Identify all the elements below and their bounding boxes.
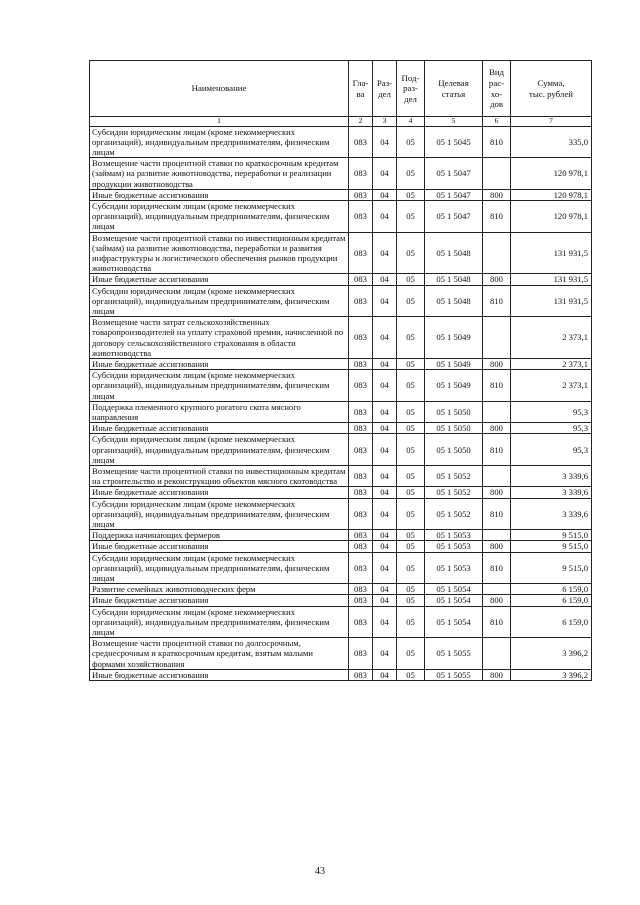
cell-razdel: 04	[373, 669, 397, 680]
cell-name: Субсидии юридическим лицам (кроме некоммерческих организаций), индивидуальным предпринимателям, физическим лицам	[90, 200, 349, 232]
cell-glava: 083	[349, 158, 373, 190]
cell-vid: 810	[483, 434, 511, 466]
table-row	[90, 530, 592, 541]
cell-podrazdel: 05	[397, 274, 425, 285]
cell-glava: 083	[349, 606, 373, 638]
cell-sum: 9 515,0	[511, 530, 592, 541]
cell-sum: 95,3	[511, 423, 592, 434]
cell-vid	[483, 638, 511, 670]
cell-name: Субсидии юридическим лицам (кроме некоммерческих организаций), индивидуальным предпринимателям, физическим лицам	[90, 498, 349, 530]
cell-vid	[483, 530, 511, 541]
cell-razdel: 04	[373, 638, 397, 670]
cell-name: Иные бюджетные ассигнования	[90, 358, 349, 369]
cell-target: 05 1 5052	[425, 498, 483, 530]
cell-podrazdel: 05	[397, 541, 425, 552]
cell-vid: 800	[483, 423, 511, 434]
cell-vid: 810	[483, 200, 511, 232]
cell-glava: 083	[349, 530, 373, 541]
cell-podrazdel: 05	[397, 552, 425, 584]
cell-razdel: 04	[373, 158, 397, 190]
cell-target: 05 1 5054	[425, 595, 483, 606]
cell-razdel: 04	[373, 126, 397, 158]
cell-target: 05 1 5050	[425, 434, 483, 466]
cell-name: Возмещение части процентной ставки по краткосрочным кредитам (займам) на развитие животноводства, переработки и реализации продукции животноводства	[90, 158, 349, 190]
cell-sum: 6 159,0	[511, 606, 592, 638]
cell-name: Субсидии юридическим лицам (кроме некоммерческих организаций), индивидуальным предпринимателям, физическим лицам	[90, 285, 349, 317]
cell-vid: 800	[483, 189, 511, 200]
table-row	[90, 285, 592, 317]
table-row	[90, 498, 592, 530]
cell-vid: 800	[483, 274, 511, 285]
cell-target: 05 1 5053	[425, 541, 483, 552]
cell-vid	[483, 401, 511, 422]
cell-glava: 083	[349, 317, 373, 359]
cell-sum: 120 978,1	[511, 200, 592, 232]
cell-target: 05 1 5049	[425, 370, 483, 402]
cell-name: Иные бюджетные ассигнования	[90, 541, 349, 552]
cell-sum: 120 978,1	[511, 189, 592, 200]
cell-name: Возмещение части затрат сельскохозяйственных товаропроизводителей на уплату страховой премии, начисленной по договору сельскохозяйственного страхования в области животноводства	[90, 317, 349, 359]
cell-razdel: 04	[373, 401, 397, 422]
cell-razdel: 04	[373, 584, 397, 595]
cell-razdel: 04	[373, 487, 397, 498]
cell-razdel: 04	[373, 606, 397, 638]
cell-podrazdel: 05	[397, 466, 425, 487]
cell-name: Возмещение части процентной ставки по инвестиционным кредитам (займам) на развитие животноводства, переработки и развития инфраструктуры и логистического обеспечения рынков продукции животноводства	[90, 232, 349, 274]
table-row	[90, 158, 592, 190]
cell-podrazdel: 05	[397, 158, 425, 190]
table-row	[90, 541, 592, 552]
cell-podrazdel: 05	[397, 200, 425, 232]
cell-sum: 3 339,6	[511, 498, 592, 530]
column-number: 2	[349, 117, 373, 127]
cell-sum: 6 159,0	[511, 584, 592, 595]
cell-name: Иные бюджетные ассигнования	[90, 595, 349, 606]
cell-sum: 3 396,2	[511, 669, 592, 680]
header-razdel: Раз- дел	[373, 61, 397, 117]
cell-target: 05 1 5048	[425, 285, 483, 317]
cell-podrazdel: 05	[397, 126, 425, 158]
cell-name: Развитие семейных животноводческих ферм	[90, 584, 349, 595]
cell-target: 05 1 5053	[425, 530, 483, 541]
cell-glava: 083	[349, 595, 373, 606]
table-row	[90, 669, 592, 680]
cell-target: 05 1 5055	[425, 669, 483, 680]
column-number: 6	[483, 117, 511, 127]
cell-glava: 083	[349, 669, 373, 680]
cell-sum: 9 515,0	[511, 541, 592, 552]
table-row	[90, 358, 592, 369]
cell-podrazdel: 05	[397, 498, 425, 530]
cell-podrazdel: 05	[397, 317, 425, 359]
cell-target: 05 1 5052	[425, 466, 483, 487]
cell-razdel: 04	[373, 466, 397, 487]
column-number-row	[90, 117, 592, 127]
cell-podrazdel: 05	[397, 487, 425, 498]
cell-name: Возмещение части процентной ставки по долгосрочным, среднесрочным и краткосрочным кредитам, взятым малыми формами хозяйствования	[90, 638, 349, 670]
cell-razdel: 04	[373, 423, 397, 434]
cell-target: 05 1 5045	[425, 126, 483, 158]
cell-sum: 131 931,5	[511, 232, 592, 274]
cell-podrazdel: 05	[397, 232, 425, 274]
cell-sum: 131 931,5	[511, 285, 592, 317]
cell-razdel: 04	[373, 434, 397, 466]
cell-name: Иные бюджетные ассигнования	[90, 189, 349, 200]
cell-name: Иные бюджетные ассигнования	[90, 423, 349, 434]
cell-target: 05 1 5047	[425, 189, 483, 200]
cell-target: 05 1 5049	[425, 317, 483, 359]
table-row	[90, 274, 592, 285]
column-number: 7	[511, 117, 592, 127]
cell-podrazdel: 05	[397, 638, 425, 670]
table-body	[90, 126, 592, 681]
cell-razdel: 04	[373, 285, 397, 317]
cell-name: Иные бюджетные ассигнования	[90, 274, 349, 285]
cell-vid	[483, 317, 511, 359]
cell-name: Субсидии юридическим лицам (кроме некоммерческих организаций), индивидуальным предпринимателям, физическим лицам	[90, 126, 349, 158]
cell-razdel: 04	[373, 370, 397, 402]
table-row	[90, 584, 592, 595]
cell-vid: 800	[483, 669, 511, 680]
cell-sum: 3 396,2	[511, 638, 592, 670]
cell-sum: 120 978,1	[511, 158, 592, 190]
table-row	[90, 466, 592, 487]
cell-glava: 083	[349, 466, 373, 487]
cell-razdel: 04	[373, 552, 397, 584]
cell-target: 05 1 5053	[425, 552, 483, 584]
cell-glava: 083	[349, 189, 373, 200]
cell-glava: 083	[349, 401, 373, 422]
cell-target: 05 1 5052	[425, 487, 483, 498]
cell-razdel: 04	[373, 317, 397, 359]
cell-target: 05 1 5048	[425, 274, 483, 285]
cell-sum: 2 373,1	[511, 317, 592, 359]
cell-razdel: 04	[373, 541, 397, 552]
cell-vid	[483, 584, 511, 595]
cell-sum: 95,3	[511, 434, 592, 466]
cell-razdel: 04	[373, 530, 397, 541]
cell-glava: 083	[349, 638, 373, 670]
cell-podrazdel: 05	[397, 669, 425, 680]
column-number: 3	[373, 117, 397, 127]
cell-vid: 810	[483, 606, 511, 638]
cell-target: 05 1 5054	[425, 584, 483, 595]
cell-glava: 083	[349, 285, 373, 317]
cell-razdel: 04	[373, 358, 397, 369]
cell-podrazdel: 05	[397, 285, 425, 317]
cell-name: Поддержка начинающих фермеров	[90, 530, 349, 541]
cell-target: 05 1 5047	[425, 200, 483, 232]
cell-sum: 2 373,1	[511, 370, 592, 402]
table-header-row	[90, 61, 592, 117]
table-row	[90, 434, 592, 466]
table-row	[90, 370, 592, 402]
cell-sum: 9 515,0	[511, 552, 592, 584]
cell-vid: 800	[483, 487, 511, 498]
cell-glava: 083	[349, 434, 373, 466]
header-vid: Вид рас- хо- дов	[483, 61, 511, 117]
cell-vid	[483, 232, 511, 274]
table-row	[90, 189, 592, 200]
cell-name: Поддержка племенного крупного рогатого скота мясного направления	[90, 401, 349, 422]
budget-table	[89, 60, 592, 681]
cell-name: Возмещение части процентной ставки по инвестиционным кредитам на строительство и реконструкцию объектов мясного скотоводства	[90, 466, 349, 487]
cell-razdel: 04	[373, 595, 397, 606]
cell-razdel: 04	[373, 200, 397, 232]
cell-podrazdel: 05	[397, 370, 425, 402]
table-row	[90, 401, 592, 422]
table-row	[90, 487, 592, 498]
cell-target: 05 1 5054	[425, 606, 483, 638]
cell-podrazdel: 05	[397, 584, 425, 595]
cell-vid: 800	[483, 541, 511, 552]
cell-glava: 083	[349, 552, 373, 584]
cell-target: 05 1 5050	[425, 423, 483, 434]
header-sum: Сумма, тыс. рублей	[511, 61, 592, 117]
cell-glava: 083	[349, 126, 373, 158]
cell-target: 05 1 5055	[425, 638, 483, 670]
cell-vid: 800	[483, 358, 511, 369]
table-row	[90, 126, 592, 158]
cell-podrazdel: 05	[397, 189, 425, 200]
cell-target: 05 1 5049	[425, 358, 483, 369]
cell-glava: 083	[349, 358, 373, 369]
cell-sum: 95,3	[511, 401, 592, 422]
cell-sum: 3 339,6	[511, 466, 592, 487]
cell-vid: 810	[483, 498, 511, 530]
table-row	[90, 317, 592, 359]
table-row	[90, 606, 592, 638]
cell-glava: 083	[349, 370, 373, 402]
cell-glava: 083	[349, 541, 373, 552]
cell-razdel: 04	[373, 274, 397, 285]
cell-name: Субсидии юридическим лицам (кроме некоммерческих организаций), индивидуальным предпринимателям, физическим лицам	[90, 552, 349, 584]
cell-glava: 083	[349, 200, 373, 232]
column-number: 4	[397, 117, 425, 127]
cell-vid: 810	[483, 552, 511, 584]
cell-podrazdel: 05	[397, 434, 425, 466]
header-target: Целевая статья	[425, 61, 483, 117]
cell-vid: 810	[483, 126, 511, 158]
cell-razdel: 04	[373, 498, 397, 530]
table-row	[90, 552, 592, 584]
cell-vid	[483, 158, 511, 190]
cell-razdel: 04	[373, 189, 397, 200]
cell-glava: 083	[349, 274, 373, 285]
cell-target: 05 1 5050	[425, 401, 483, 422]
header-podrazdel: Под- раз- дел	[397, 61, 425, 117]
column-number: 1	[90, 117, 349, 127]
cell-sum: 2 373,1	[511, 358, 592, 369]
header-glava: Гла- ва	[349, 61, 373, 117]
cell-target: 05 1 5048	[425, 232, 483, 274]
cell-vid: 810	[483, 370, 511, 402]
cell-podrazdel: 05	[397, 423, 425, 434]
cell-name: Субсидии юридическим лицам (кроме некоммерческих организаций), индивидуальным предпринимателям, физическим лицам	[90, 370, 349, 402]
cell-name: Иные бюджетные ассигнования	[90, 487, 349, 498]
cell-sum: 131 931,5	[511, 274, 592, 285]
cell-glava: 083	[349, 232, 373, 274]
cell-podrazdel: 05	[397, 606, 425, 638]
table-row	[90, 200, 592, 232]
cell-glava: 083	[349, 584, 373, 595]
cell-glava: 083	[349, 498, 373, 530]
cell-podrazdel: 05	[397, 530, 425, 541]
cell-target: 05 1 5047	[425, 158, 483, 190]
table-row	[90, 232, 592, 274]
cell-glava: 083	[349, 423, 373, 434]
header-name: Наименование	[90, 61, 349, 117]
cell-sum: 335,0	[511, 126, 592, 158]
cell-sum: 6 159,0	[511, 595, 592, 606]
column-number: 5	[425, 117, 483, 127]
cell-podrazdel: 05	[397, 595, 425, 606]
cell-podrazdel: 05	[397, 358, 425, 369]
cell-sum: 3 339,6	[511, 487, 592, 498]
cell-razdel: 04	[373, 232, 397, 274]
cell-vid: 810	[483, 285, 511, 317]
table-row	[90, 595, 592, 606]
cell-name: Субсидии юридическим лицам (кроме некоммерческих организаций), индивидуальным предпринимателям, физическим лицам	[90, 434, 349, 466]
cell-vid: 800	[483, 595, 511, 606]
cell-podrazdel: 05	[397, 401, 425, 422]
table-row	[90, 638, 592, 670]
cell-vid	[483, 466, 511, 487]
cell-name: Субсидии юридическим лицам (кроме некоммерческих организаций), индивидуальным предпринимателям, физическим лицам	[90, 606, 349, 638]
cell-glava: 083	[349, 487, 373, 498]
table-row	[90, 423, 592, 434]
cell-name: Иные бюджетные ассигнования	[90, 669, 349, 680]
page-number: 43	[315, 866, 325, 877]
